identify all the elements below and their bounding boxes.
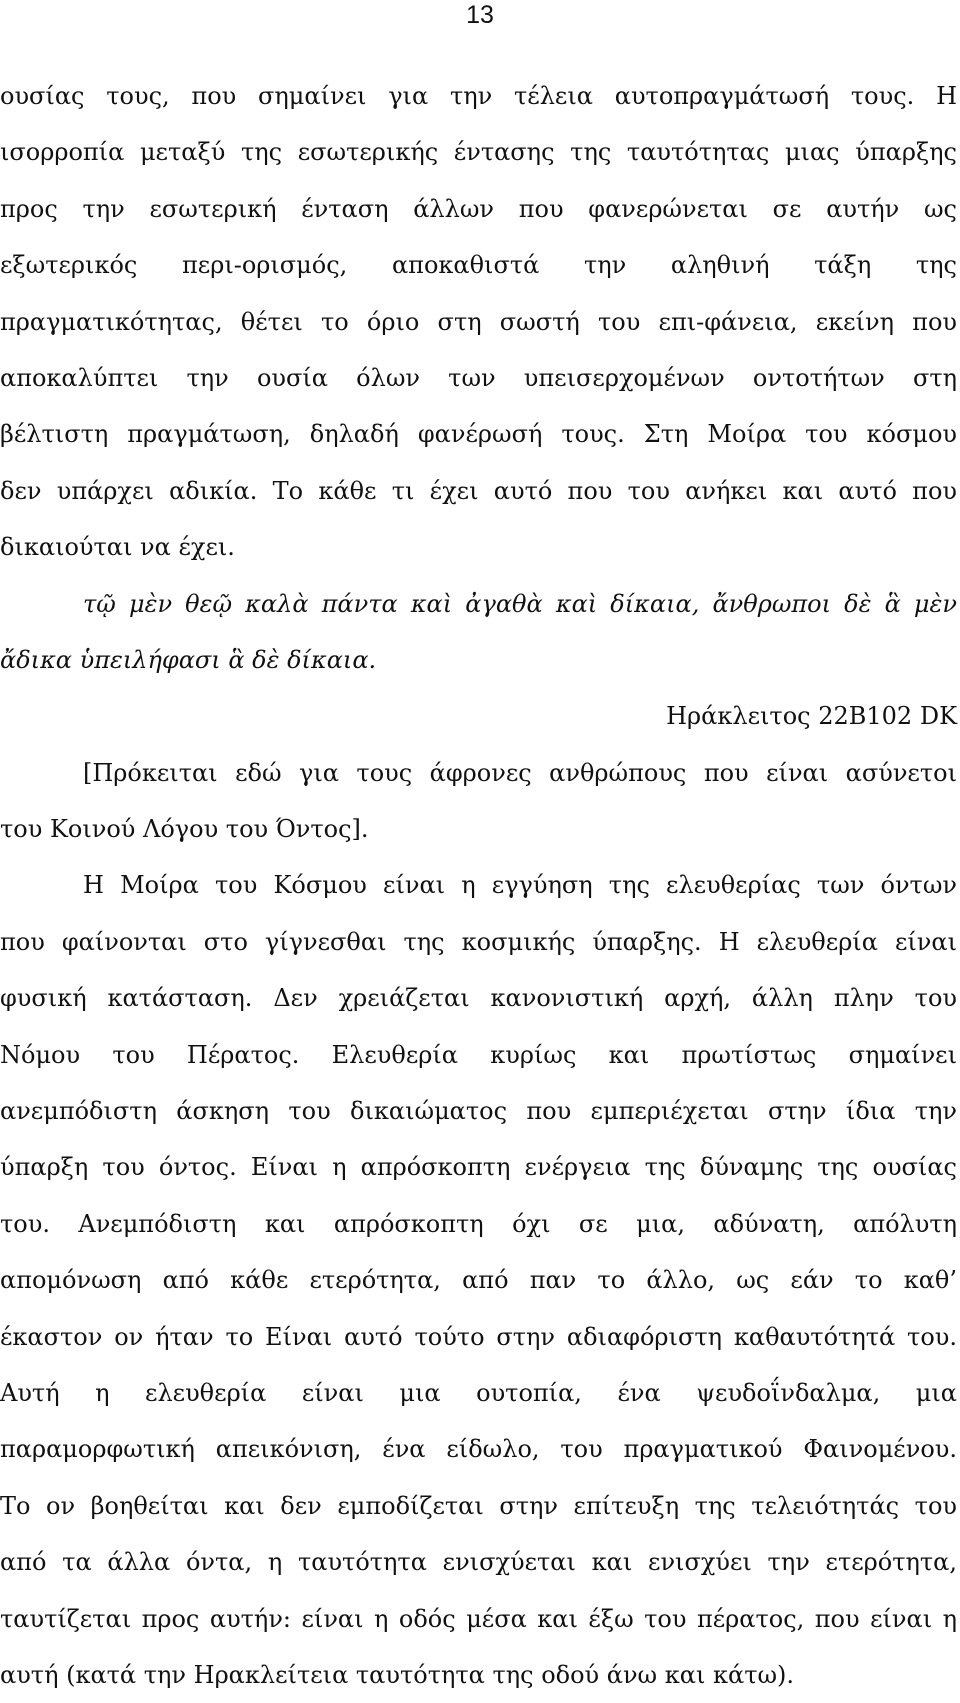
- text-line: Το ον βοηθείται και δεν εμποδίζεται στην επίτευξη της τελειότητάς του: [0, 1491, 957, 1520]
- text-line: βέλτιστη πραγμάτωση, δηλαδή φανέρωσή τους. Στη Μοίρα του κόσμου: [0, 420, 957, 449]
- text-line: προς την εσωτερική ένταση άλλων που φανερώνεται σε αυτήν ως: [0, 194, 957, 223]
- text-line: του Κοινού Λόγου του Όντος].: [0, 815, 369, 844]
- text-line: δικαιούται να έχει.: [0, 533, 235, 562]
- text-line: ουσίας τους, που σημαίνει για την τέλεια αυτοπραγμάτωσή τους. Η: [0, 82, 957, 110]
- text-line: Νόμου του Πέρατος. Ελευθερία κυρίως και πρωτίστως σημαίνει: [0, 1040, 957, 1069]
- body-text: [0, 68, 957, 1703]
- text-line: ανεμπόδιστη άσκηση του δικαιώματος που εμπεριέχεται στην ίδια την: [0, 1097, 957, 1126]
- text-line: πραγματικότητας, θέτει το όριο στη σωστή του επι-φάνεια, εκείνη που: [0, 307, 957, 336]
- text-line: από τα άλλα όντα, η ταυτότητα ενισχύεται και ενισχύει την ετερότητα,: [0, 1548, 957, 1577]
- text-line: [Πρόκειται εδώ για τους άφρονες ανθρώπους που είναι ασύνετοι: [83, 758, 957, 787]
- text-line: του. Ανεμπόδιστη και απρόσκοπτη όχι σε μια, αδύνατη, απόλυτη: [0, 1209, 957, 1238]
- text-line: Η Μοίρα του Κόσμου είναι η εγγύηση της ελευθερίας των όντων: [83, 871, 957, 900]
- greek-quote-line: ἄδικα ὑπειλήφασι ἃ δὲ δίκαια.: [0, 645, 377, 674]
- text-line: παραμορφωτική απεικόνιση, ένα είδωλο, του πραγματικού Φαινομένου.: [0, 1435, 957, 1464]
- text-line: δεν υπάρχει αδικία. Το κάθε τι έχει αυτό που του ανήκει και αυτό που: [0, 476, 957, 505]
- text-line: αυτή (κατά την Ηρακλείτεια ταυτότητα της οδού άνω και κάτω).: [0, 1660, 795, 1689]
- text-line: απομόνωση από κάθε ετερότητα, από παν το άλλο, ως εάν το καθ’: [0, 1266, 957, 1295]
- text-line: ισορροπία μεταξύ της εσωτερικής έντασης της ταυτότητας μιας ύπαρξης: [0, 138, 957, 167]
- text-line: έκαστον ον ήταν το Είναι αυτό τούτο στην αδιαφόριστη καθαυτότητά του.: [0, 1322, 957, 1351]
- greek-quote-line: τῷ μὲν θεῷ καλὰ πάντα καὶ ἀγαθὰ καὶ δίκαια, ἄνθρωποι δὲ ἃ μὲν: [83, 589, 957, 618]
- text-line: ύπαρξη του όντος. Είναι η απρόσκοπτη ενέργεια της δύναμης της ουσίας: [0, 1153, 957, 1182]
- text-line: φυσική κατάσταση. Δεν χρειάζεται κανονιστική αρχή, άλλη πλην του: [0, 984, 957, 1013]
- text-line: αποκαλύπτει την ουσία όλων των υπεισερχομένων οντοτήτων στη: [0, 363, 957, 392]
- text-line: Αυτή η ελευθερία είναι μια ουτοπία, ένα ψευδοΐνδαλμα, μια: [0, 1378, 957, 1407]
- text-line: ταυτίζεται προς αυτήν: είναι η οδός μέσα και έξω του πέρατος, που είναι η: [0, 1604, 957, 1633]
- text-line: που φαίνονται στο γίγνεσθαι της κοσμικής ύπαρξης. Η ελευθερία είναι: [0, 927, 957, 956]
- quote-citation: Ηράκλειτος 22Β102 DK: [666, 702, 957, 731]
- page-number: 13: [466, 1, 494, 29]
- text-line: εξωτερικός περι-ορισμός, αποκαθιστά την αληθινή τάξη της: [0, 251, 957, 280]
